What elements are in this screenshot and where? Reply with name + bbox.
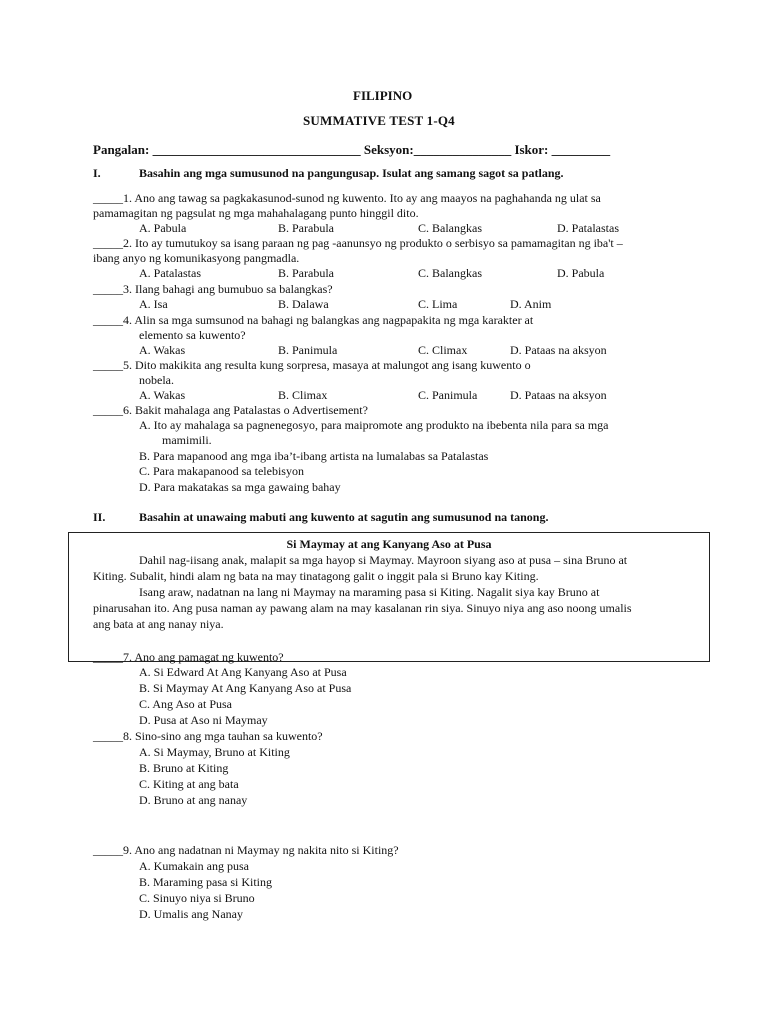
- story-title: Si Maymay at ang Kanyang Aso at Pusa: [286, 537, 492, 551]
- q4-choice-d: D. Pataas na aksyon: [510, 343, 607, 357]
- q9-choice-b: B. Maraming pasa si Kiting: [139, 875, 272, 889]
- q2-text: _____2. Ito ay tumutukoy sa isang paraan ng pag -aanunsyo ng produkto o serbisyo sa pamamagitan ng iba't –: [93, 236, 623, 250]
- q3-choice-a: A. Isa: [139, 297, 168, 311]
- q8-text: _____8. Sino-sino ang mga tauhan sa kuwento?: [93, 729, 323, 743]
- story-paragraph-2-end: ang bata at ang nanay niya.: [93, 617, 224, 631]
- q6-choice-a-cont: mamimili.: [162, 433, 212, 447]
- q7-choice-c: C. Ang Aso at Pusa: [139, 697, 233, 711]
- q6-choice-c: C. Para makapanood sa telebisyon: [139, 464, 304, 478]
- q5-choice-b: B. Climax: [278, 388, 328, 402]
- q9-choice-a: A. Kumakain ang pusa: [139, 859, 249, 873]
- q6-choice-d: D. Para makatakas sa mga gawaing bahay: [139, 480, 341, 494]
- q2-choice-c: C. Balangkas: [418, 266, 482, 280]
- q3-choice-d: D. Anim: [510, 297, 552, 311]
- q2-choice-b: B. Parabula: [278, 266, 334, 280]
- q5-choice-c: C. Panimula: [418, 388, 478, 402]
- q1-choice-c: C. Balangkas: [418, 221, 482, 235]
- q5-text: _____5. Dito makikita ang resulta kung sorpresa, masaya at malungot ang isang kuwento o: [93, 358, 531, 372]
- q6-text: _____6. Bakit mahalaga ang Patalastas o Advertisement?: [93, 403, 368, 417]
- q8-choice-c: C. Kiting at ang bata: [139, 777, 239, 791]
- q2-choice-a: A. Patalastas: [139, 266, 201, 280]
- section1-number: I.: [93, 166, 101, 180]
- test-title: SUMMATIVE TEST 1-Q4: [303, 113, 455, 128]
- q9-choice-d: D. Umalis ang Nanay: [139, 907, 243, 921]
- q6-choice-b: B. Para mapanood ang mga iba’t-ibang artista na lumalabas sa Patalastas: [139, 449, 489, 463]
- q4-choice-b: B. Panimula: [278, 343, 338, 357]
- q9-choice-c: C. Sinuyo niya si Bruno: [139, 891, 255, 905]
- q2-text-cont: ibang anyo ng komunikasyong pangmadla.: [93, 251, 300, 265]
- story-paragraph-2: Isang araw, nadatnan na lang ni Maymay na maraming pasa si Kiting. Nagalit siya kay Bruno at: [139, 585, 600, 599]
- q9-text: _____9. Ano ang nadatnan ni Maymay ng nakita nito si Kiting?: [93, 843, 399, 857]
- q1-choice-d: D. Patalastas: [557, 221, 619, 235]
- q1-text-cont: pamamagitan ng pagsulat ng mga mahahalagang punto hinggil dito.: [93, 206, 419, 220]
- q8-choice-a: A. Si Maymay, Bruno at Kiting: [139, 745, 290, 759]
- section1-instruction: Basahin ang mga sumusunod na pangungusap. Isulat ang samang sagot sa patlang.: [139, 166, 564, 180]
- q5-choice-a: A. Wakas: [139, 388, 186, 402]
- q7-text: _____7. Ano ang pamagat ng kuwento?: [93, 650, 284, 664]
- q2-choice-d: D. Pabula: [557, 266, 605, 280]
- q1-text: _____1. Ano ang tawag sa pagkakasunod-sunod ng kuwento. Ito ay ang maayos na paghahanda ng ulat sa: [93, 191, 601, 205]
- q5-text-cont: nobela.: [139, 373, 174, 387]
- subject-title: FILIPINO: [353, 88, 413, 103]
- q4-choice-c: C. Climax: [418, 343, 468, 357]
- student-info-line: Pangalan: ________________________________ Seksyon:_______________ Iskor: _________: [93, 142, 611, 157]
- q1-choice-a: A. Pabula: [139, 221, 187, 235]
- q7-choice-a: A. Si Edward At Ang Kanyang Aso at Pusa: [139, 665, 347, 679]
- q8-choice-b: B. Bruno at Kiting: [139, 761, 229, 775]
- q1-choice-b: B. Parabula: [278, 221, 334, 235]
- q3-choice-c: C. Lima: [418, 297, 458, 311]
- q3-choice-b: B. Dalawa: [278, 297, 329, 311]
- story-paragraph-1: Dahil nag-iisang anak, malapit sa mga hayop si Maymay. Mayroon siyang aso at pusa – sina Bruno at: [139, 553, 628, 567]
- section2-number: II.: [93, 510, 106, 524]
- q7-choice-b: B. Si Maymay At Ang Kanyang Aso at Pusa: [139, 681, 352, 695]
- q7-choice-d: D. Pusa at Aso ni Maymay: [139, 713, 268, 727]
- q8-choice-d: D. Bruno at ang nanay: [139, 793, 248, 807]
- q4-text: _____4. Alin sa mga sumsunod na bahagi ng balangkas ang nagpapakita ng mga karakter at: [93, 313, 534, 327]
- q6-choice-a: A. Ito ay mahalaga sa pagnenegosyo, para maipromote ang produkto na ibebenta nila para sa mga: [139, 418, 609, 432]
- story-paragraph-1-cont: Kiting. Subalit, hindi alam ng bata na may tinatagong galit o inggit pala si Bruno kay Kiting.: [93, 569, 539, 583]
- story-paragraph-2-cont: pinarusahan ito. Ang pusa naman ay pawang alam na may kasalanan rin siya. Sinuyo niya ang aso noong umalis: [93, 601, 632, 615]
- q3-text: _____3. Ilang bahagi ang bumubuo sa balangkas?: [93, 282, 333, 296]
- q4-choice-a: A. Wakas: [139, 343, 186, 357]
- section2-instruction: Basahin at unawaing mabuti ang kuwento at sagutin ang sumusunod na tanong.: [139, 510, 549, 524]
- q4-text-cont: elemento sa kuwento?: [139, 328, 246, 342]
- q5-choice-d: D. Pataas na aksyon: [510, 388, 607, 402]
